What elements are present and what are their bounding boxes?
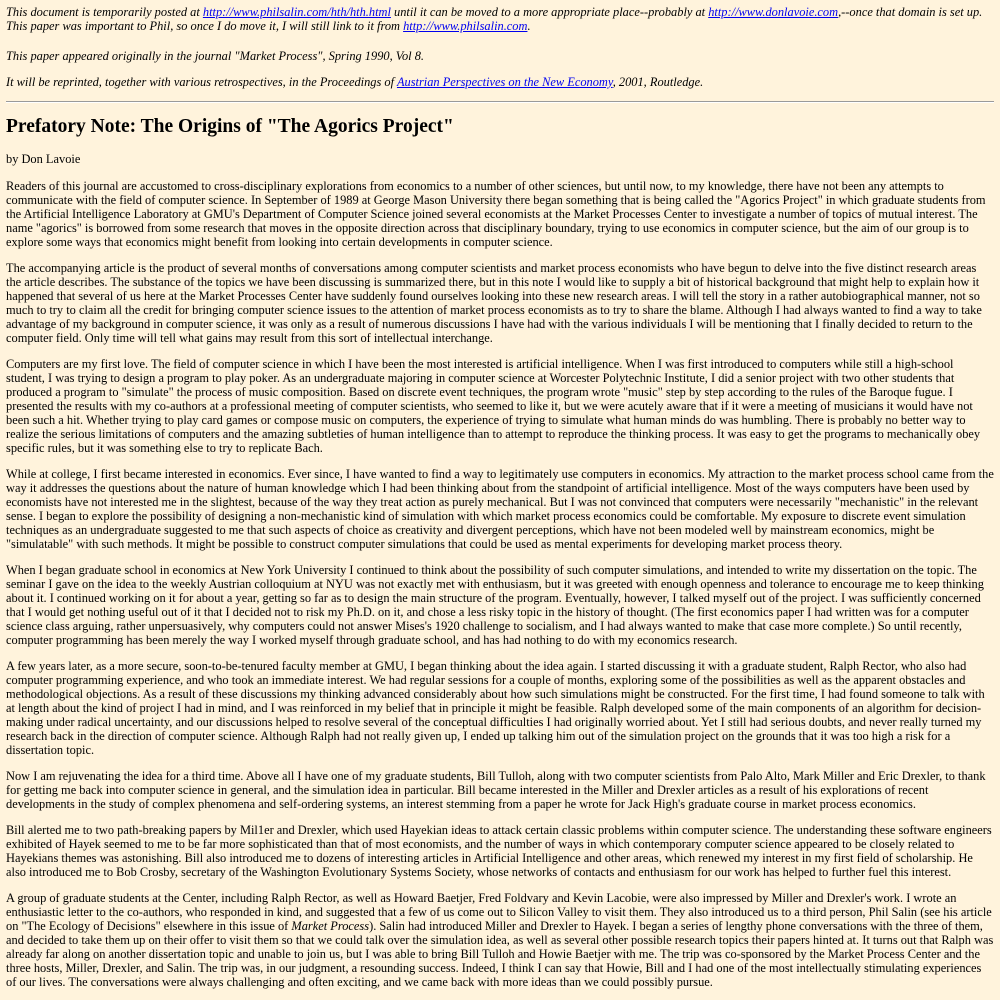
byline: by Don Lavoie	[6, 152, 81, 166]
notice-reprint	[6, 75, 994, 89]
paragraph: When I began graduate school in economics at New York University I continued to think about the possibility of such computer simulations, and intended to write my dissertation on the topic. The seminar I gave on the idea to the weekly Austrian colloquium at NYU was not exactly met with enthusiasm, but it was greeted with enough openness and tolerance to encourage me to keep thinking about it. I continued working on it for about a year, getting so far as to design the main structure of the program. Eventually, however, I talked myself out of the project. I was sufficiently concerned that I would get nothing useful out of it that I decided not to risk my Ph.D. on it, and chose a less risky topic in the history of thought. (The first economics paper I had written was for a computer science class arguing, rather unpersuasively, why computers could not answer Mises's 1920 challenge to socialism, and I had always wanted to make that case more complete.) So until recently, computer programming has been merely the way I worked myself through graduate school, and has had nothing to do with my economics research.	[6, 563, 984, 647]
paragraph	[6, 891, 994, 989]
notice-text: , 2001, Routledge.	[612, 75, 704, 89]
philsalin-hth-link[interactable]: http://www.philsalin.com/hth/hth.html	[202, 5, 391, 19]
journal-name: Market Process	[291, 919, 370, 933]
notice-text: It will be reprinted, together with various retrospectives, in the Proceedings of	[6, 75, 397, 89]
notice-text: until it can be moved to a more appropriate place--probably at	[390, 5, 709, 19]
notice-text: This document is temporarily posted at	[6, 5, 203, 19]
posting-notice	[6, 5, 994, 89]
paragraph: Readers of this journal are accustomed to cross-disciplinary explorations from economics to a number of other sciences, but until now, to my knowledge, there have not been any attempts to communicate with the field of computer science. In September of 1989 at George Mason University there began something that is being called the "Agorics Project" in which graduate students from the Artificial Intelligence Laboratory at GMU's Department of Computer Science joined several economists at the Market Processes Center to investigate a number of topics of mutual interest. The name "agorics" is borrowed from some research that moves in the opposite direction across that disciplinary boundary, trying to use economics in computer science, but the aim of our group is to explore some ways that economics might benefit from looking into certain developments in computer science.	[6, 179, 986, 249]
paragraph-text: A group of graduate students at the Center, including Ralph Rector, as well as Howard Baetjer, Fred Foldvary and Kevin Lacobie, were also impressed by Miller and Drexler's work. I wrote an enthusiastic letter to the co-authors, who responded in kind, and suggested that a few of us come out to Silicon Valley to visit them. They also introduced us to a third person, Phil Salin (see his article on "The Ecology of Decisions" elsewhere in this issue of	[6, 891, 992, 933]
notice-location	[6, 5, 994, 33]
article-title: Prefatory Note: The Origins of "The Agorics Project"	[6, 116, 454, 137]
paragraph: Bill alerted me to two path-breaking papers by Mil1er and Drexler, which used Hayekian ideas to attack certain classic problems within computer science. The understanding these software engineers exhibited of Hayek seemed to me to be far more sophisticated than that of most economists, and the number of ways in which contemporary computer science appeared to be closely related to Hayekians themes was astonishing. Bill also introduced me to dozens of interesting articles in Artificial Intelligence and other areas, which renewed my interest in my first field of scholarship. He also introduced me to Bob Crosby, secretary of the Washington Evolutionary Systems Society, whose networks of contacts and enthusiasm for our work has helped to further fuel this interest.	[6, 823, 992, 879]
paragraph: A few years later, as a more secure, soon-to-be-tenured faculty member at GMU, I began thinking about the idea again. I started discussing it with a graduate student, Ralph Rector, who also had computer programming experience, and who took an immediate interest. We had regular sessions for a couple of months, exploring some of the possibilities as well as the apparent obstacles and methodological objections. As a result of these discussions my thinking advanced considerably about how such simulations might be constructed. For the first time, I had found someone to talk with at length about the kind of project I had in mind, and I was reinforced in my belief that in principle it might be feasible. Ralph developed some of the main components of an algorithm for decision-making under radical uncertainty, and our discussions helped to resolve several of the conceptual difficulties I had originally worried about. Yet I still had serious doubts, and never really turned my research back in the direction of computer science. Although Ralph had not really given up, I ended up talking him out of the simulation project on the grounds that it was too high a risk for a dissertation topic.	[6, 659, 985, 757]
philsalin-home-link[interactable]: http://www.philsalin.com	[403, 19, 528, 33]
notice-text: .	[527, 19, 531, 33]
paragraph: Computers are my first love. The field of computer science in which I have been the most interested is artificial intelligence. When I was first introduced to computers while still a high-school student, I was trying to design a program to play poker. As an undergraduate majoring in computer science at Worcester Polytechnic Institute, I did a senior project with two other students that produced a program to "simulate" the process of music composition. Based on discrete event techniques, the program wrote "music" step by step according to the rules of the Baroque fugue. I presented the results with my co-authors at a professional meeting of computer scientists, who seemed to like it, but we were acutely aware that if it were a meeting of musicians it would have not been such a hit. Whether trying to play card games or compose music on computers, the experience of trying to simulate what human minds do was humbling. There is probably no better way to realize the serious limitations of computers and the amazing subtleties of human intelligence than to attempt to reproduce the thinking process. It was easy to get the programs to mechanically obey specific rules, but it was something else to try to replicate Bach.	[6, 357, 981, 455]
paragraph: The accompanying article is the product of several months of conversations among computer scientists and market process economists who have begun to delve into the five distinct research areas the article describes. The substance of the topics we have been discussing is summarized there, but in this note I would like to supply a bit of historical background that might help to explain how it happened that several of us here at the Market Processes Center have suddenly found ourselves looking into these new research areas. I will tell the story in a rather autobiographical manner, not so much to try to claim all the credit for bringing computer science issues to the attention of market process economists as to try to share the blame. Although I had always wanted to find a way to take advantage of my background in computer science, it was only as a result of numerous discussions I have had with the various individuals I will be mentioning that I finally decided to return to the computer field. Only time will tell what gains may result from this sort of intellectual interchange.	[6, 261, 982, 345]
divider	[6, 101, 994, 103]
notice-text: This paper was important to Phil, so once I do move it, I will still link to it from	[6, 19, 404, 33]
paragraph-text: ). Salin had introduced Miller and Drexler to Hayek. I began a series of lengthy phone conversations with the three of them, and decided to take them up on their offer to visit them so that we could talk over the simulation idea, as well as several other possible research topics their papers hinted at. It turns out that Ralph was already far along on another dissertation topic and unable to join us, but I was able to bring Bill Tulloh and Howie Baetjer with me. The trip was co-sponsored by the Market Process Center and the three hosts, Miller, Drexler, and Salin. The trip was, in our judgment, a resounding success. Indeed, I think I can say that Howie, Bill and I had one of the most intellectually stimulating experiences of our lives. The conversations were always challenging and often exciting, and we came back with more ideas than we could possibly pursue.	[6, 919, 994, 989]
donlavoie-link[interactable]: http://www.donlavoie.com	[708, 5, 839, 19]
proceedings-link[interactable]: Austrian Perspectives on the New Economy	[396, 75, 613, 89]
notice-origin: This paper appeared originally in the journal "Market Process", Spring 1990, Vol 8.	[6, 49, 425, 63]
paragraph: Now I am rejuvenating the idea for a third time. Above all I have one of my graduate students, Bill Tulloh, along with two computer scientists from Palo Alto, Mark Miller and Eric Drexler, to thank for getting me back into computer science in general, and the simulation idea in particular. Bill became interested in the Miller and Drexler articles as a result of his explorations of recent developments in the study of complex phenomena and self-ordering systems, an interest stemming from a paper he wrote for Jack High's graduate course in market process economics.	[6, 769, 986, 811]
paragraph: While at college, I first became interested in economics. Ever since, I have wanted to find a way to legitimately use computers in economics. My attraction to the market process school came from the way it addresses the questions about the nature of human knowledge which I had been thinking about from the standpoint of artificial intelligence. Most of the ways computers have been used by economists have not interested me in the slightest, because of the way they treat action as purely mechanical. But I was not convinced that computers were necessarily "mechanistic" in the relevant sense. I began to explore the possibility of designing a non-mechanistic kind of simulation with which market process economics could be comfortable. My exposure to discrete event simulation techniques as an undergraduate suggested to me that such aspects of choice as creativity and divergent perceptions, which have not been modeled well by mainstream economics, might be "simulatable" with such methods. It might be possible to construct computer simulations that could be used as mental experiments for developing market process theory.	[6, 467, 994, 551]
notice-text: ,--once that domain is set up.	[838, 5, 983, 19]
